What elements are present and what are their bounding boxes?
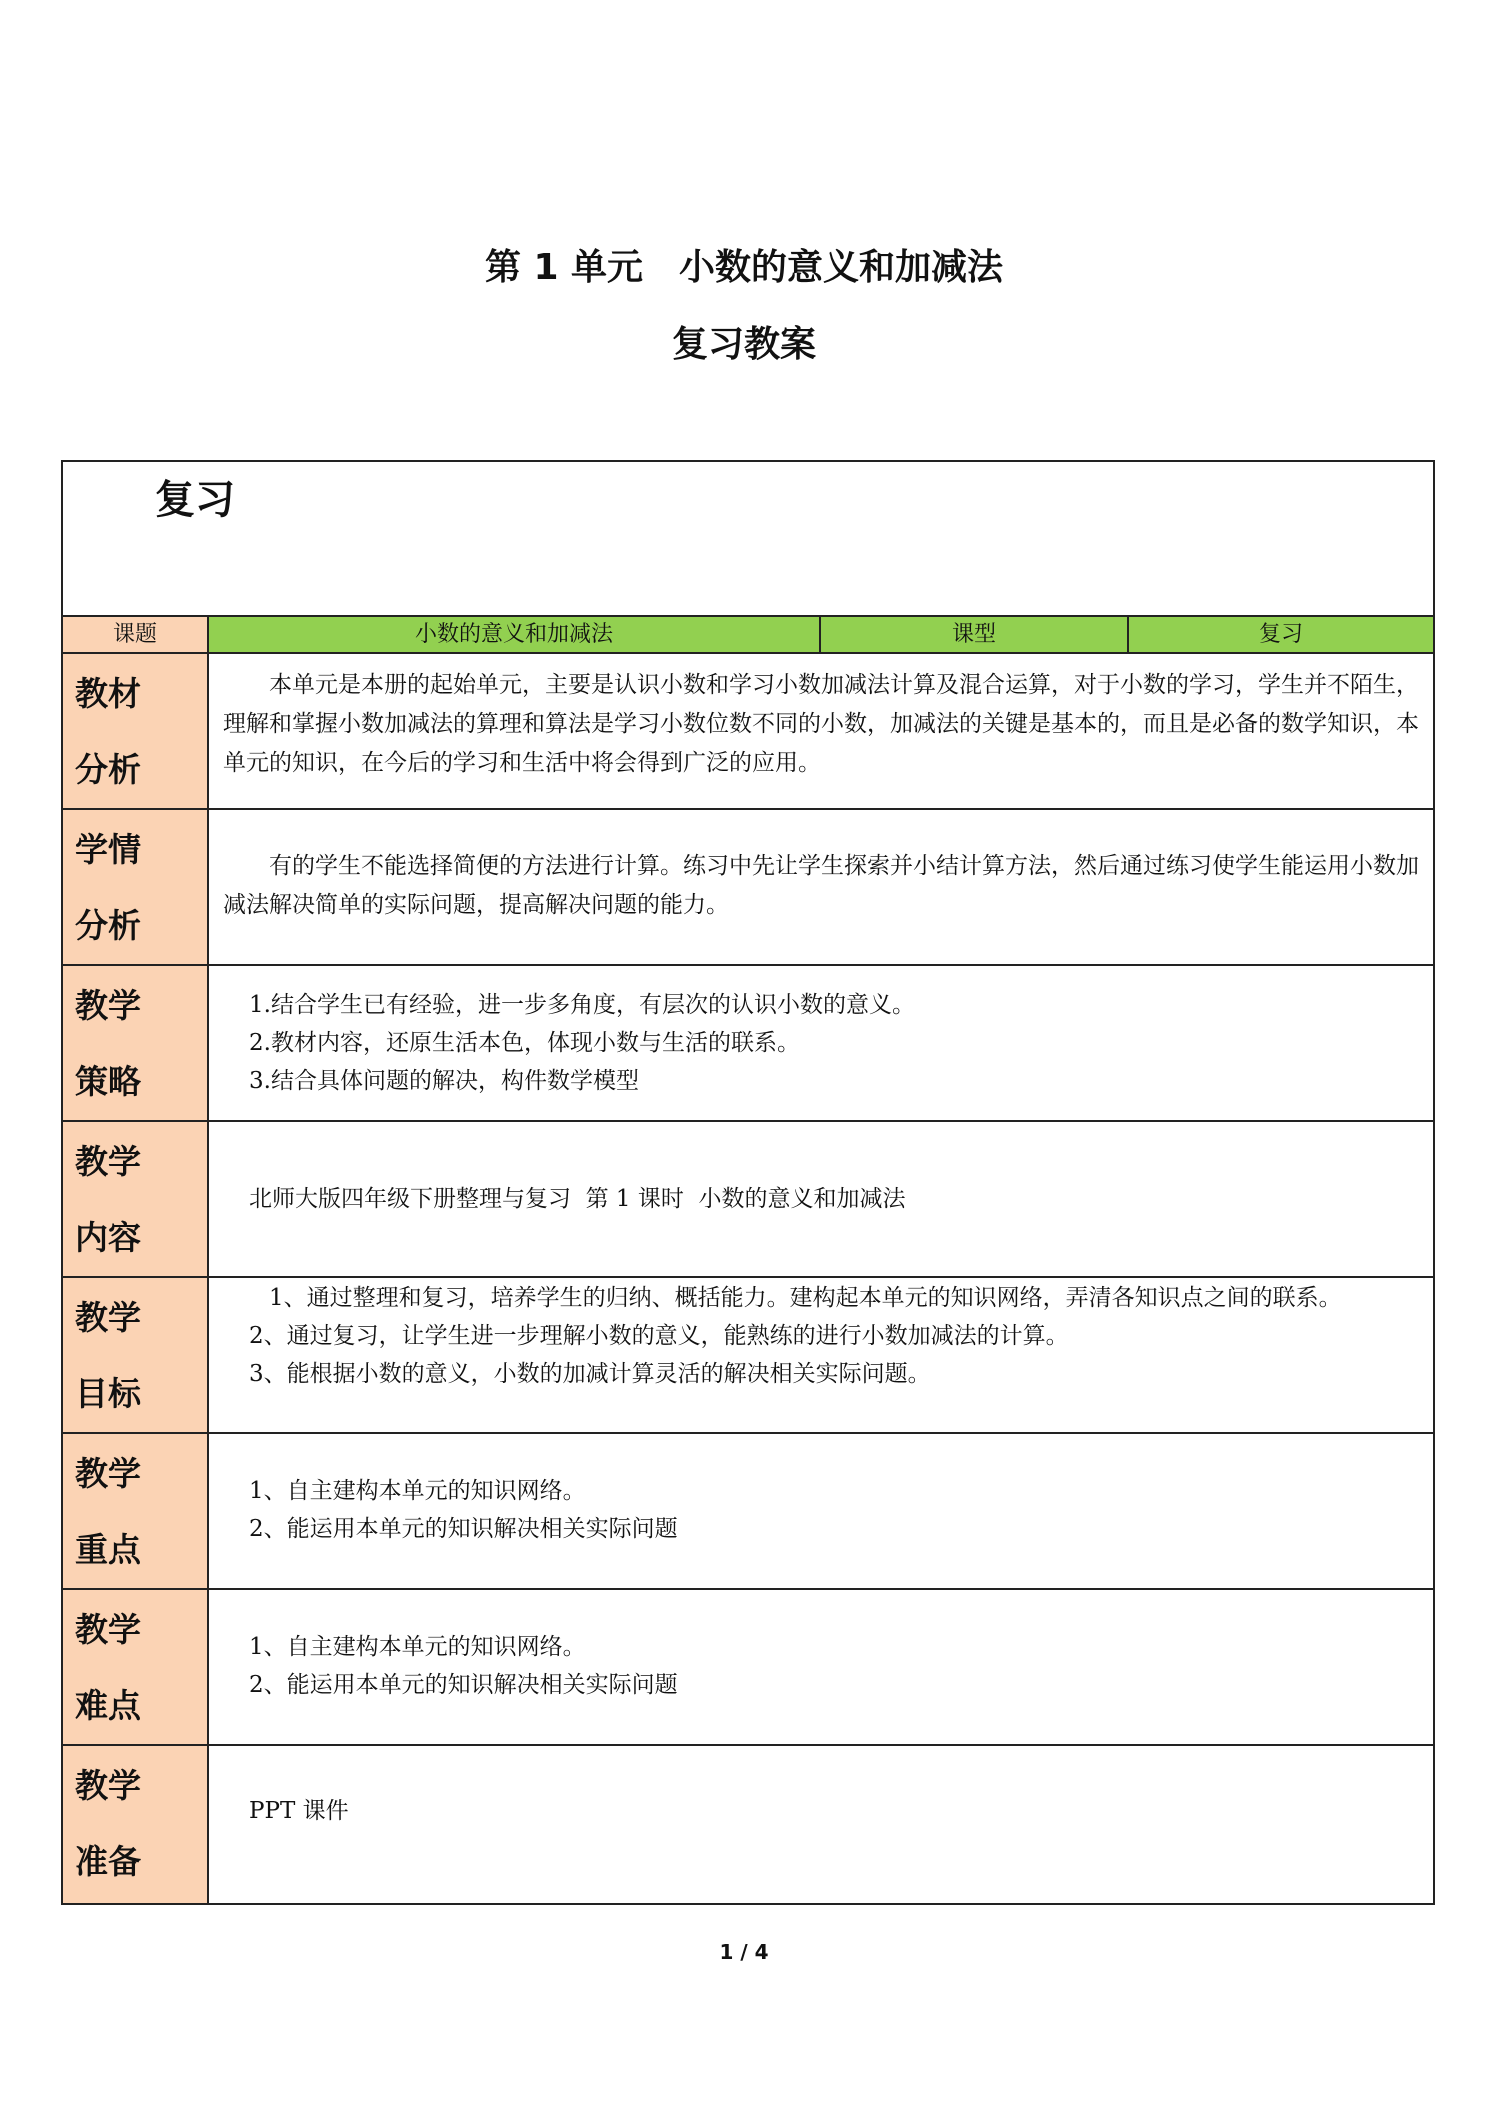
- row-label-line1: 教学: [75, 986, 141, 1025]
- meta-row: [63, 617, 1433, 654]
- row-content: [209, 1278, 1433, 1432]
- section-label: 复习: [155, 477, 235, 523]
- type-label: 课型: [821, 617, 1129, 652]
- topic-value: 小数的意义和加减法: [209, 617, 821, 652]
- section-header: [63, 462, 1433, 617]
- row-teaching-goals: [63, 1278, 1433, 1434]
- row-label-line2: 策略: [75, 1062, 141, 1101]
- row-label: [63, 810, 209, 964]
- list-item: 2、能运用本单元的知识解决相关实际问题: [249, 1672, 678, 1698]
- paragraph: 有的学生不能选择简便的方法进行计算。练习中先让学生探索并小结计算方法，然后通过练习使学生能运用小数加减法解决简单的实际问题，提高解决问题的能力。: [223, 853, 1419, 918]
- list-item: 2.教材内容，还原生活本色，体现小数与生活的联系。: [249, 1030, 800, 1056]
- row-teaching-difficulties: [63, 1590, 1433, 1746]
- topic-label: 课题: [63, 617, 209, 652]
- document-title: 第 1 单元 小数的意义和加减法: [484, 247, 1004, 288]
- row-teaching-strategy: [63, 966, 1433, 1122]
- document-subtitle: 复习教案: [671, 324, 816, 365]
- row-label: [63, 1278, 209, 1432]
- row-label-line1: 教学: [75, 1142, 141, 1181]
- list-item: 3.结合具体问题的解决，构件数学模型: [249, 1068, 639, 1094]
- row-content: [209, 1434, 1433, 1588]
- row-label: [63, 1590, 209, 1744]
- row-teaching-key-points: [63, 1434, 1433, 1590]
- row-label: [63, 1122, 209, 1276]
- row-content: [209, 1122, 1433, 1276]
- row-label-line2: 内容: [75, 1218, 141, 1257]
- row-content: [209, 654, 1433, 808]
- row-label: [63, 966, 209, 1120]
- row-teaching-preparation: [63, 1746, 1433, 1903]
- type-value: 复习: [1129, 617, 1433, 652]
- list-item: 3、能根据小数的意义，小数的加减计算灵活的解决相关实际问题。: [249, 1361, 931, 1387]
- row-label-line2: 目标: [75, 1374, 141, 1413]
- list-item: 2、能运用本单元的知识解决相关实际问题: [249, 1516, 678, 1542]
- row-label-line2: 分析: [75, 750, 141, 789]
- prep-text: PPT 课件: [249, 1798, 349, 1824]
- row-label-line2: 分析: [75, 906, 141, 945]
- row-textbook-analysis: [63, 654, 1433, 810]
- row-label-line2: 准备: [75, 1842, 141, 1881]
- list-item: 1.结合学生已有经验，进一步多角度，有层次的认识小数的意义。: [249, 992, 915, 1018]
- page-number: 1 / 4: [719, 1940, 769, 1964]
- row-label-line2: 重点: [75, 1530, 141, 1569]
- row-label-line1: 教学: [75, 1298, 141, 1337]
- row-label: [63, 654, 209, 808]
- row-label: [63, 1746, 209, 1903]
- row-label-line2: 难点: [75, 1686, 141, 1725]
- row-content: [209, 966, 1433, 1120]
- row-student-analysis: [63, 810, 1433, 966]
- list-item: 1、通过整理和复习，培养学生的归纳、概括能力。建构起本单元的知识网络，弄清各知识点之间的联系。: [269, 1285, 1342, 1311]
- row-label: [63, 1434, 209, 1588]
- list-item: 2、通过复习，让学生进一步理解小数的意义，能熟练的进行小数加减法的计算。: [249, 1323, 1069, 1349]
- content-text: 北师大版四年级下册整理与复习 第 1 课时 小数的意义和加减法: [249, 1186, 906, 1212]
- row-label-line1: 学情: [75, 830, 141, 869]
- list-item: 1、自主建构本单元的知识网络。: [249, 1634, 586, 1660]
- row-content: [209, 1746, 1433, 1903]
- row-label-line1: 教材: [75, 674, 141, 713]
- row-label-line1: 教学: [75, 1766, 141, 1805]
- lesson-plan-table: [61, 460, 1435, 1905]
- row-content: [209, 1590, 1433, 1744]
- row-label-line1: 教学: [75, 1610, 141, 1649]
- row-content: [209, 810, 1433, 964]
- list-item: 1、自主建构本单元的知识网络。: [249, 1478, 586, 1504]
- paragraph: 本单元是本册的起始单元，主要是认识小数和学习小数加减法计算及混合运算，对于小数的学习，学生并不陌生，理解和掌握小数加减法的算理和算法是学习小数位数不同的小数，加减法的关键是基本的，而且是必备的数学知识，本单元的知识，在今后的学习和生活中将会得到广泛的应用。: [223, 672, 1419, 776]
- row-label-line1: 教学: [75, 1454, 141, 1493]
- row-teaching-content: [63, 1122, 1433, 1278]
